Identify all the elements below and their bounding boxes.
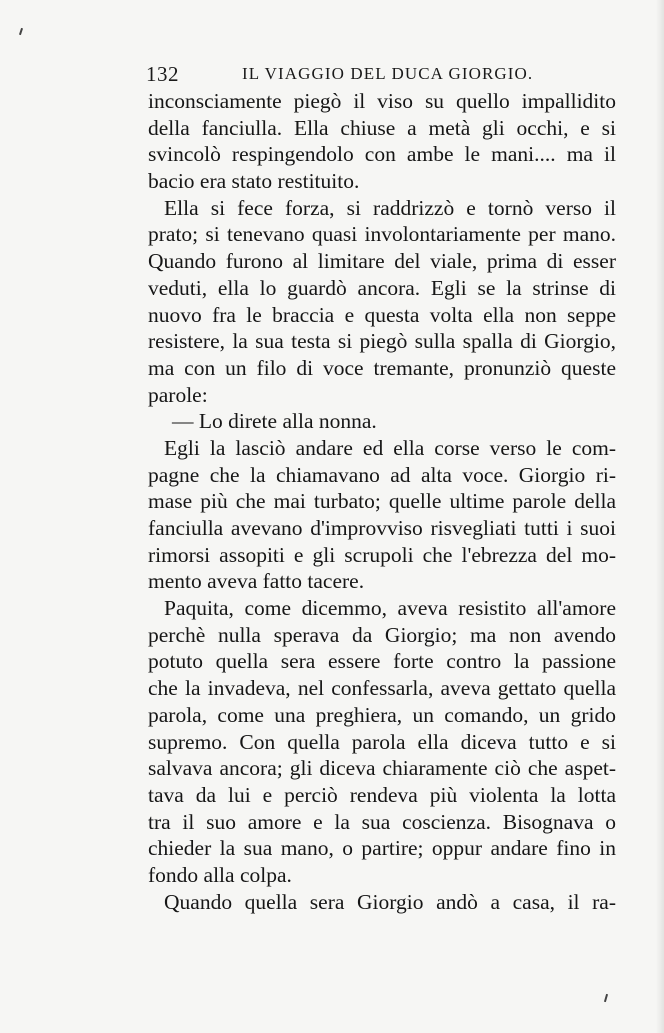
text-line: fondo alla colpa. [148, 862, 292, 887]
text-line: rimorsi assopiti e gli scrupoli che l'ebrezza del mo- [148, 542, 616, 567]
text-line: della fanciulla. Ella chiuse a metà gli occhi, e si [148, 115, 616, 140]
text-line: parola, come una preghiera, un comando, un grido [148, 702, 616, 727]
text-line: mento aveva fatto tacere. [148, 569, 365, 594]
page-edge-shadow [656, 0, 664, 1033]
dialogue-line: — Lo direte alla nonna. [172, 409, 377, 434]
text-line: salvava ancora; gli diceva chiaramente ciò che aspet- [148, 756, 616, 781]
text-line: veduti, ella lo guardò ancora. Egli se la strinse di [148, 275, 616, 300]
text-line: prato; si tenevano quasi involontariamente per mano. [148, 222, 616, 247]
text-line: che la invadeva, nel confessarla, aveva gettato quella [148, 676, 616, 701]
text-line: parole: [148, 382, 208, 407]
text-line: Paquita, come dicemmo, aveva resistito all'amore [164, 596, 616, 621]
text-line: perchè nulla sperava da Giorgio; ma non avendo [148, 622, 616, 647]
text-line: Quando furono al limitare del viale, prima di esser [148, 249, 616, 274]
text-line: fanciulla avevano d'improvviso risvegliati tutti i suoi [148, 516, 616, 540]
text-line: Egli la lasciò andare ed ella corse verso le com- [164, 435, 616, 460]
text-line: tra il suo amore e la sua coscienza. Bisognava o [148, 809, 616, 834]
text-line: tava da lui e perciò rendeva più violenta la lotta [148, 782, 616, 807]
running-title: IL VIAGGIO DEL DUCA GIORGIO. [242, 64, 534, 83]
text-line: bacio era stato restituito. [148, 169, 360, 194]
margin-mark [604, 994, 608, 1002]
text-line: chieder la sua mano, o partire; oppur andare fino in [148, 836, 616, 861]
text-line: inconsciamente piegò il viso su quello impallidito [148, 89, 616, 113]
text-line: svincolò respingendolo con ambe le mani.... ma il [148, 142, 616, 167]
text-line: potuto quella sera essere forte contro la passione [148, 649, 616, 674]
text-line: resistere, la sua testa si piegò sulla spalla di Giorgio, [148, 329, 616, 354]
text-line: supremo. Con quella parola ella diceva tutto e si [148, 729, 616, 754]
text-line: mase più che mai turbato; quelle ultime parole della [148, 489, 616, 514]
text-line: Quando quella sera Giorgio andò a casa, il ra- [164, 889, 616, 914]
text-line: nuovo fra le braccia e questa volta ella non seppe [148, 302, 616, 327]
page-number: 132 [146, 62, 179, 86]
margin-mark [19, 28, 23, 35]
text-block [148, 88, 616, 914]
running-head [146, 62, 536, 86]
text-line: Ella si fece forza, si raddrizzò e tornò verso il [164, 195, 616, 220]
text-line: pagne che la chiamavano ad alta voce. Giorgio ri- [148, 462, 616, 487]
text-line: ma con un filo di voce tremante, pronunziò queste [148, 355, 616, 380]
